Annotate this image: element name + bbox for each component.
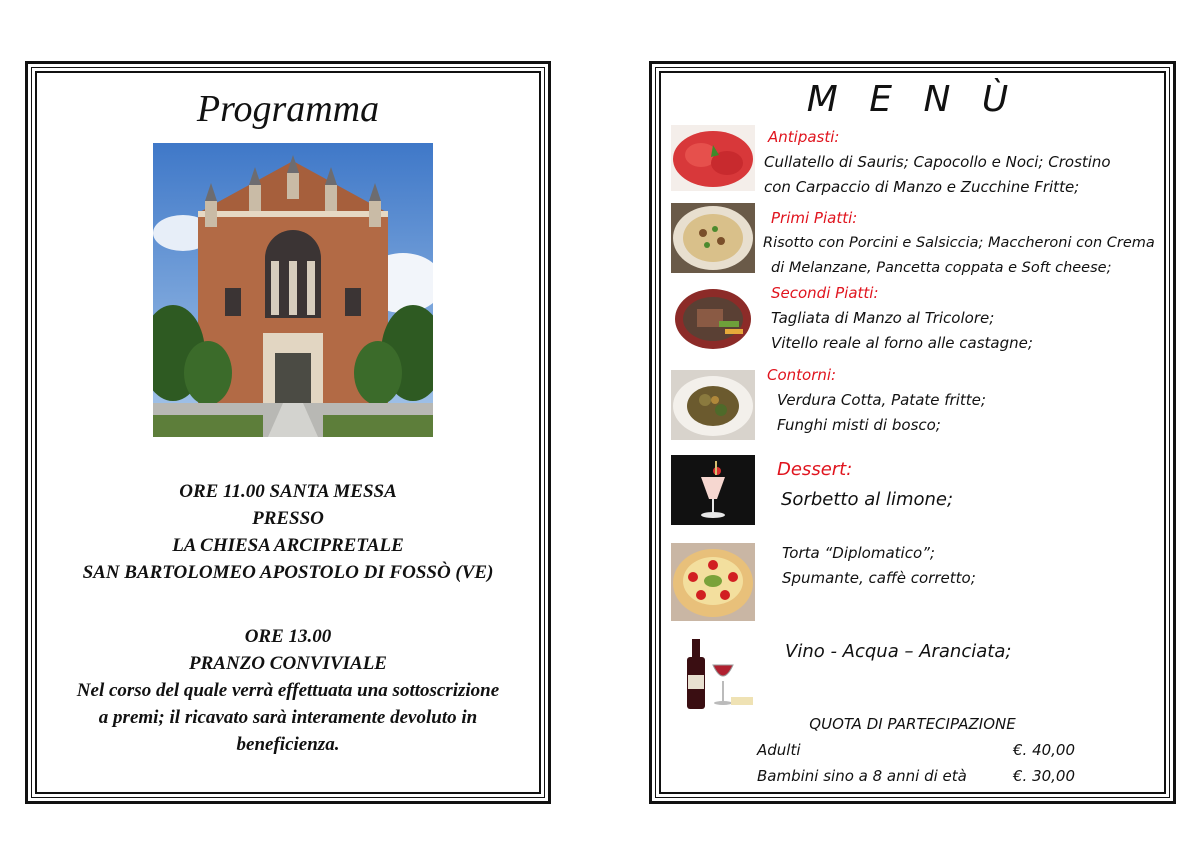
lunch-line: a premi; il ricavato sarà interamente devoluto in bbox=[98, 707, 478, 728]
price-value-adulti: €. 40,00 bbox=[1013, 741, 1076, 759]
primi-photo bbox=[671, 203, 755, 273]
course-item: Spumante, caffè corretto; bbox=[782, 569, 976, 587]
course-item: Funghi misti di bosco; bbox=[777, 416, 941, 434]
programma-title: Programma bbox=[196, 88, 380, 130]
secondi-photo bbox=[671, 285, 755, 353]
course-torta bbox=[782, 541, 976, 591]
course-category: Contorni: bbox=[767, 366, 837, 384]
course-category: Primi Piatti: bbox=[771, 209, 858, 227]
menu-title: M E N Ù bbox=[806, 79, 1019, 120]
course-dessert bbox=[777, 455, 953, 515]
course-item: con Carpaccio di Manzo e Zucchine Fritte; bbox=[764, 178, 1080, 196]
course-item: Cullatello di Sauris; Capocollo e Noci; Crostino bbox=[764, 153, 1111, 171]
course-item: Vitello reale al forno alle castagne; bbox=[771, 334, 1033, 352]
course-secondi bbox=[771, 281, 1033, 356]
course-vino bbox=[785, 637, 1011, 667]
course-item: Vino - Acqua – Aranciata; bbox=[785, 641, 1012, 662]
church-photo bbox=[153, 143, 433, 437]
mass-line: SAN BARTOLOMEO APOSTOLO DI FOSSÒ (VE) bbox=[82, 562, 494, 583]
contorni-photo bbox=[671, 370, 755, 440]
programma-panel bbox=[25, 61, 551, 804]
course-category: Secondi Piatti: bbox=[771, 284, 879, 302]
course-antipasti bbox=[764, 125, 1111, 200]
wine-photo bbox=[673, 635, 757, 715]
course-item: Risotto con Porcini e Salsiccia; Maccheroni con Crema bbox=[763, 235, 1155, 251]
dessert-photo bbox=[671, 455, 755, 525]
lunch-info bbox=[37, 623, 539, 758]
course-item: Tagliata di Manzo al Tricolore; bbox=[771, 309, 995, 327]
course-item: di Melanzane, Pancetta coppata e Soft cheese; bbox=[771, 260, 1112, 276]
mass-line: ORE 11.00 SANTA MESSA bbox=[179, 481, 397, 502]
course-item: Sorbetto al limone; bbox=[781, 489, 954, 510]
mass-line: LA CHIESA ARCIPRETALE bbox=[172, 535, 404, 556]
price-value-bambini: €. 30,00 bbox=[1013, 767, 1076, 785]
course-contorni bbox=[767, 363, 986, 438]
lunch-line: ORE 13.00 bbox=[244, 626, 332, 647]
course-item: Torta “Diplomatico”; bbox=[782, 544, 935, 562]
lunch-line: Nel corso del quale verrà effettuata una sottoscrizione bbox=[76, 680, 500, 701]
menu-panel bbox=[649, 61, 1176, 804]
course-category: Dessert: bbox=[777, 459, 853, 480]
course-primi bbox=[763, 206, 1155, 281]
torta-photo bbox=[671, 543, 755, 621]
quota-title: QUOTA DI PARTECIPAZIONE bbox=[809, 715, 1016, 733]
antipasti-photo bbox=[671, 125, 755, 191]
course-category: Antipasti: bbox=[768, 128, 840, 146]
lunch-line: beneficienza. bbox=[236, 734, 340, 755]
course-item: Verdura Cotta, Patate fritte; bbox=[777, 391, 986, 409]
mass-info bbox=[37, 478, 539, 586]
lunch-line: PRANZO CONVIVIALE bbox=[189, 653, 387, 674]
price-label-bambini: Bambini sino a 8 anni di età bbox=[757, 767, 967, 785]
price-label-adulti: Adulti bbox=[757, 741, 801, 759]
mass-line: PRESSO bbox=[252, 508, 324, 529]
